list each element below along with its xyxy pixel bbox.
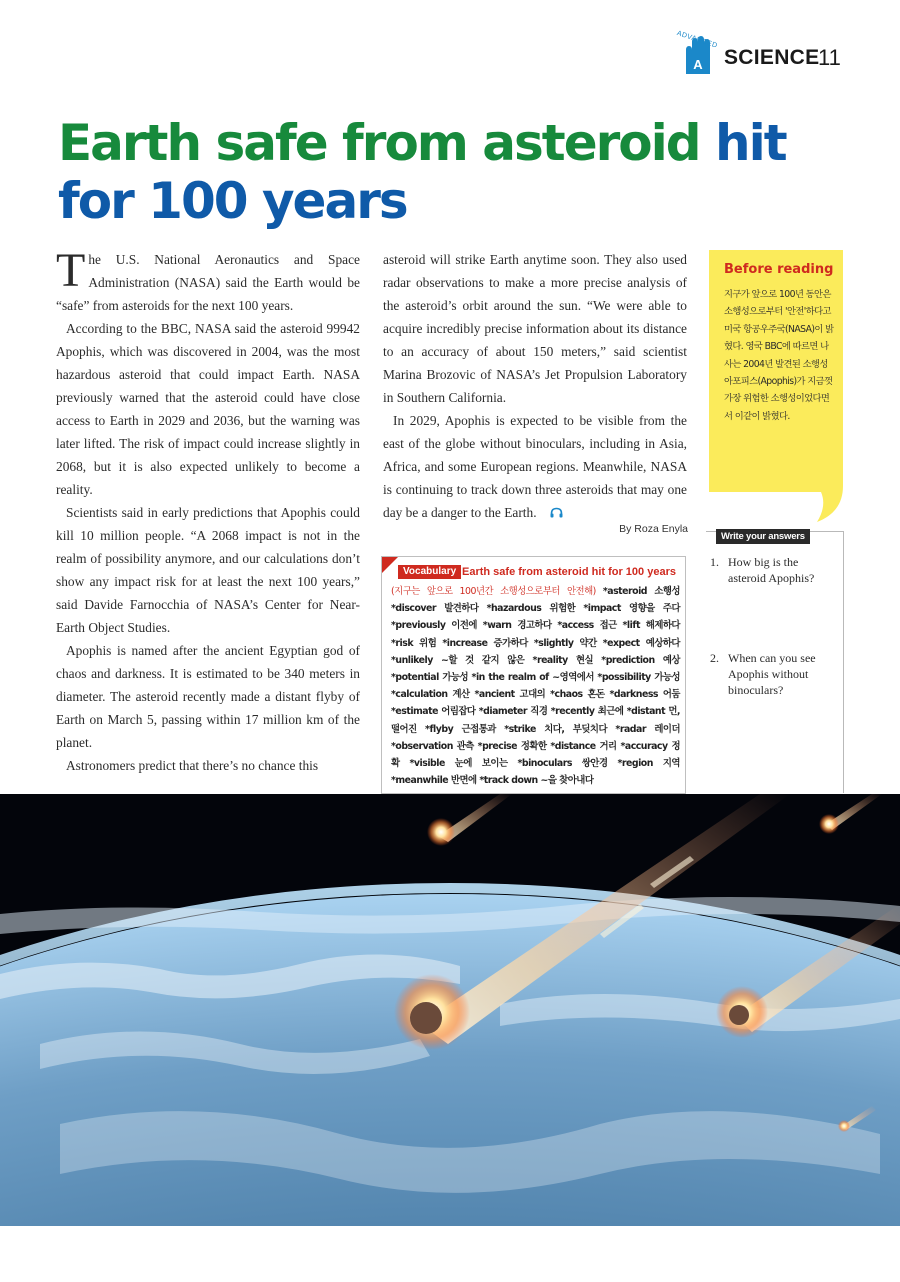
- article-paragraph: Scientists said in early predictions that Apophis could kill 10 million people. “A 2068 impact is not in the realm of possibility anymore, and our calculations don’t show any impact risk for at least the next 100 years,” said Davide Farnocchia of NASA’s Center for Near-Earth Object Studies.: [56, 505, 360, 635]
- question-item: 2. When can you see Apophis without binoculars?: [710, 651, 816, 697]
- drop-cap: T: [56, 244, 86, 297]
- title-blue-part: hit for 100 years: [58, 114, 786, 230]
- article-paragraph: The U.S. National Aeronautics and Space Administration (NASA) said the Earth would be “safe” from asteroids for the next 100 years.: [56, 244, 360, 313]
- vocabulary-tag: Vocabulary: [398, 565, 461, 579]
- answers-box: [706, 531, 844, 793]
- article-paragraph: According to the BBC, NASA said the asteroid 99942 Apophis, which was discovered in 2004, was the most hazardous asteroid that could impact Earth. NASA previously warned that the asteroid could have close access to Earth in 2029 and 2036, but the warning was later lifted. The risk of impact could increase slightly in 2068, but it is also expected unlikely to become a reality.: [56, 321, 360, 497]
- badge-word: ADVANCED: [675, 30, 719, 50]
- section-header: [676, 30, 866, 78]
- vocabulary-list: [391, 583, 680, 789]
- question-item: 1. How big is the asteroid Apophis?: [710, 555, 815, 585]
- before-reading-title: Before reading: [724, 262, 834, 277]
- vocabulary-items: *asteroid 소행성 *discover 발견하다 *hazardous 위험한 *impact 영향을 주다 *previously 이전에 *warn 경고하다 *access 접근 *lift 해제하다 *risk 위험 *increase 증가하다 *slightly 약간 *expect 예상하다 *unlikely ~할 것 같지 않은 *reality 현실 *prediction 예상 *potential 가능성 *in the realm of ~영역에서 *possibility 가능성 *calculation 계산 *ancient 고대의 *chaos 혼돈 *darkness 어둠 *estimate 어림잡다 *diameter 직경 *recently 최근에 *distant 먼, 떨어진 *flyby 근접통과 *strike 치다, 부딪치다 *radar 레이더 *observation 관측 *precise 정확한 *distance 거리 *accuracy 정확 *visible 눈에 보이는 *binoculars 쌍안경 *region 지역 *meanwhile 반면에 *track down ~을 찾아내다: [391, 586, 680, 787]
- article-paragraph: Apophis is named after the ancient Egyptian god of chaos and darkness. It is estimated to be 340 meters in diameter. The asteroid recently made a distant flyby of Earth on March 5, passing within 17 million km of the planet.: [56, 643, 360, 750]
- badge-letter: A: [693, 57, 703, 72]
- article-column-2: [383, 248, 687, 524]
- vocabulary-title: Earth safe from asteroid hit for 100 years: [462, 566, 676, 578]
- title-green-part: Earth safe from asteroid: [58, 114, 700, 172]
- corner-mark-icon: [382, 557, 398, 573]
- byline: By Roza Enyla: [619, 523, 688, 535]
- article-column-1: [56, 244, 360, 777]
- vocabulary-subtitle: (지구는 앞으로 100년간 소행성으로부터 안전해): [391, 586, 596, 597]
- article-paragraph: asteroid will strike Earth anytime soon. They also used radar observations to make a more precise analysis of the asteroid’s orbit around the sun. “We were able to acquire incredibly precise information about its distance to an accuracy of about 150 meters,” said scientist Marina Brozovic of NASA’s Jet Propulsion Laboratory in Southern California.: [383, 252, 687, 405]
- before-reading-note: [709, 250, 843, 524]
- page-number: 11: [818, 45, 841, 70]
- answers-tab: Write your answers: [716, 529, 810, 544]
- before-reading-text: 지구가 앞으로 100년 동안은 소행성으로부터 '안전'하다고 미국 항공우주국(NASA)이 밝혔다. 영국 BBC에 따르면 나사는 2004년 발견된 소행성 아포피스(Apophis)가 지금껏 가장 위험한 소행성이었다면서 이같이 밝혔다.: [724, 289, 834, 422]
- article-paragraph: In 2029, Apophis is expected to be visible from the east of the globe without binoculars, including in Asia, Africa, and some European regions. Meanwhile, NASA is continuing to track down three asteroids that may one day be a danger to the Earth.: [383, 413, 687, 520]
- vocabulary-box: [381, 556, 686, 794]
- page-title: [58, 114, 848, 230]
- article-paragraph: Astronomers predict that there’s no chance this: [66, 758, 319, 773]
- earth-meteors-photo: [0, 794, 900, 1226]
- section-name: SCIENCE: [724, 46, 820, 69]
- headphones-icon[interactable]: [540, 502, 553, 513]
